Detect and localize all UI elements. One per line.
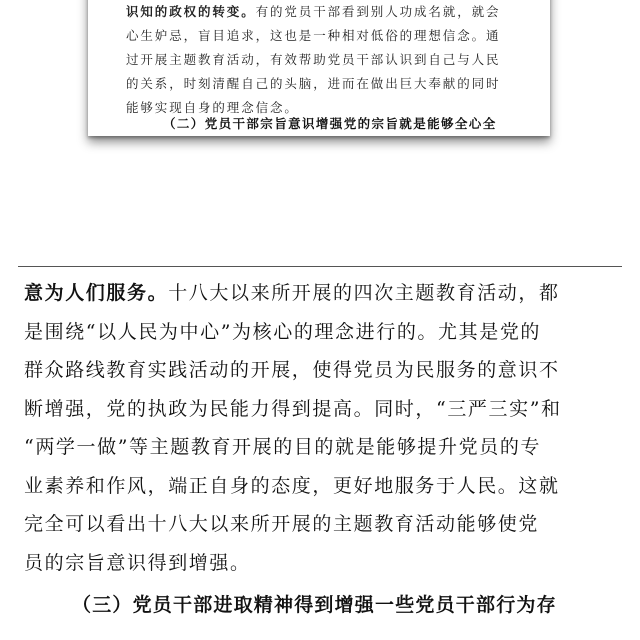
body-line: 完全可以看出十八大以来所开展的主题教育活动能够使党 [24, 513, 540, 535]
page-divider [18, 266, 622, 267]
section-heading: （三）党员干部进取精神得到增强一些党员干部行为存 [72, 594, 557, 616]
preview-line-text: 过开展主题教育活动，有效帮助党员干部认识到自己与人民 [126, 52, 501, 67]
body-paragraph [24, 274, 618, 582]
preview-section-heading: （二）党员干部宗旨意识增强党的宗旨就是能够全心全 [163, 116, 497, 131]
body-line: 业素养和作风，端正自身的态度，更好地服务于人民。这就 [24, 474, 560, 497]
body-line: “两学一做”等主题教育开展的目的就是能够提升党员的专 [24, 436, 542, 458]
body-line: 员的宗旨意识得到增强。 [24, 551, 251, 574]
body-line: 断增强，党的执政为民能力得到提高。同时，“三严三实”和 [24, 397, 562, 420]
body-line-text: 十八大以来所开展的四次主题教育活动，都 [168, 282, 560, 304]
preview-paragraph [126, 0, 524, 120]
preview-line-bold: 识知的政权的转变。 [126, 4, 256, 19]
preview-line [126, 0, 524, 24]
preview-line [126, 72, 524, 96]
page-preview-area [0, 0, 640, 200]
preview-line-text: 的关系，时刻清醒自己的头脑，进而在做出巨大奉献的同时 [126, 76, 501, 91]
body-line [24, 274, 618, 313]
body-line: 群众路线教育实践活动的开展，使得党员为民服务的意识不 [24, 359, 560, 381]
document-page-preview [88, 0, 550, 136]
preview-line-text: 能够实现自身的理念信念。 [126, 100, 299, 115]
body-lead-bold: 意为人们服务。 [24, 282, 169, 304]
body-line: 是围绕“以人民为中心”为核心的理念进行的。尤其是党的 [24, 320, 542, 343]
preview-line [126, 24, 524, 48]
preview-line-text: 心生妒忌，盲目追求，这也是一种相对低俗的理想信念。通 [126, 28, 501, 43]
preview-line-text: 有的党员干部看到别人功成名就，就会 [255, 4, 501, 19]
preview-line [126, 48, 524, 72]
